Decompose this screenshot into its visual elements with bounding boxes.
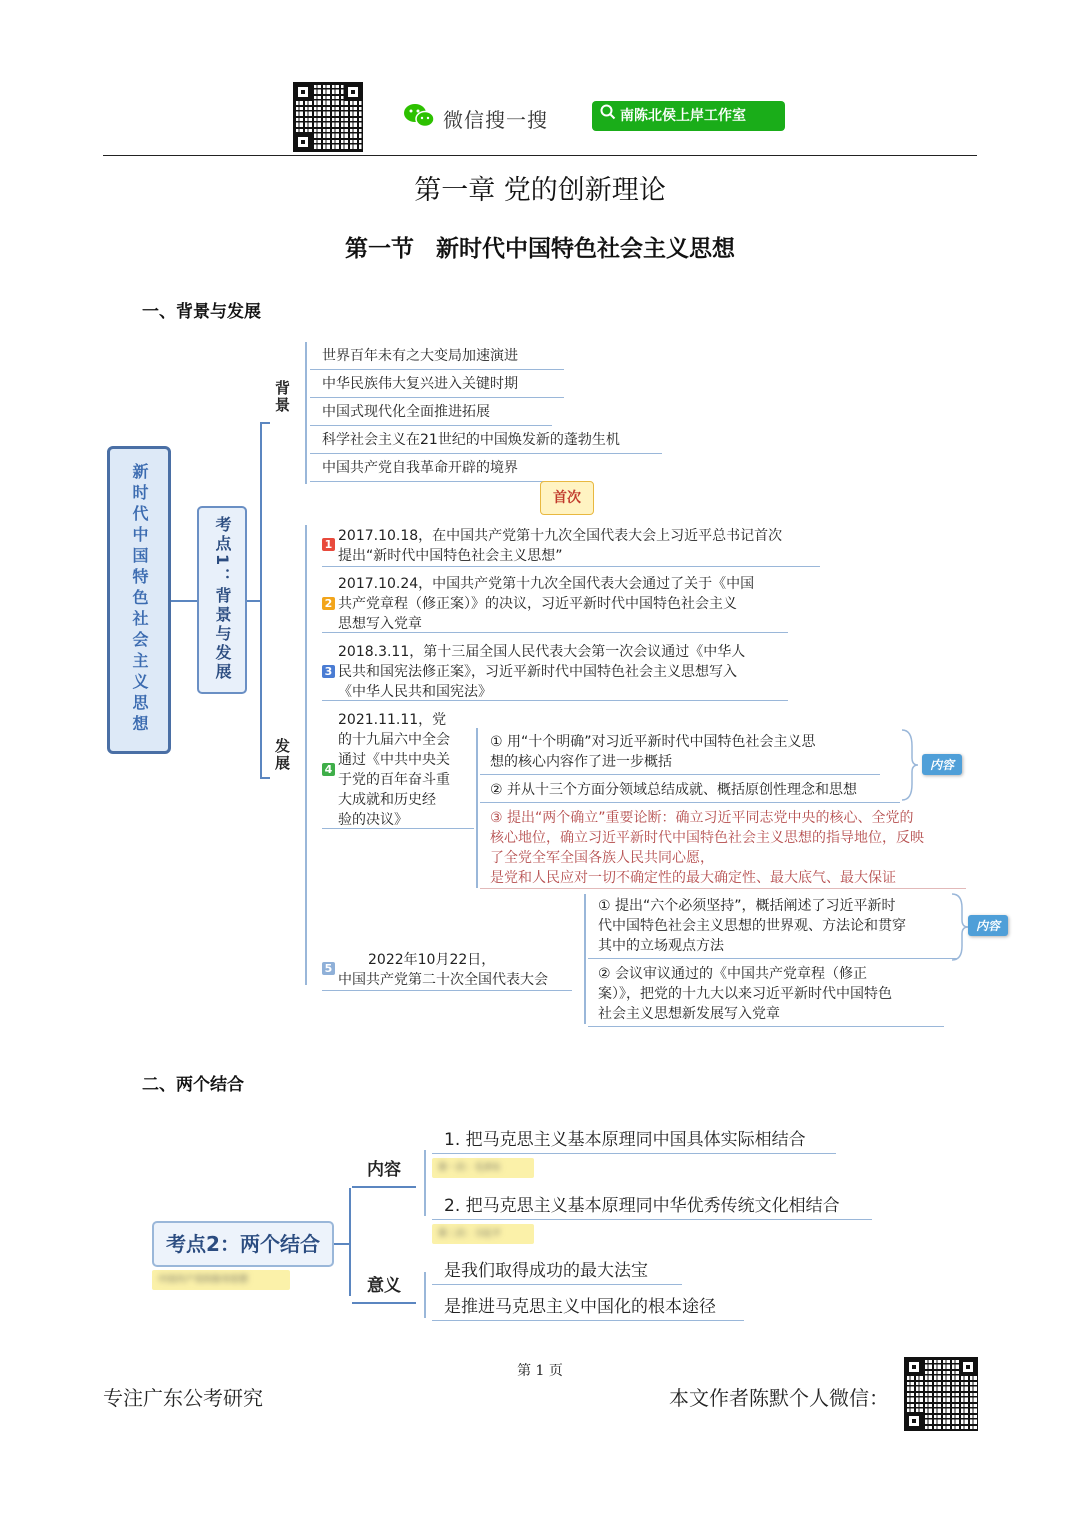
- search-label: 南陈北侯上岸工作室: [620, 108, 746, 124]
- mindmap-root-node: [107, 446, 171, 754]
- note-text: 第二次：习近平: [438, 1229, 502, 1239]
- kaodian2-label: 考点2：两个结合: [166, 1232, 320, 1256]
- item5-sub2: [588, 964, 944, 1027]
- connector: [260, 422, 262, 778]
- dev-item-3: [322, 642, 788, 701]
- connector: [247, 600, 261, 602]
- content-text: 2. 把马克思主义基本原理同中华优秀传统文化相结合: [444, 1196, 840, 1216]
- content-item-2: [432, 1191, 872, 1220]
- page-number: 第 1 页: [517, 1363, 563, 1379]
- dev-item-5: [322, 950, 572, 991]
- number-tag: 3: [322, 665, 335, 678]
- content-label: 内容: [367, 1160, 401, 1180]
- connector: [334, 1243, 350, 1245]
- dev-item-line: 于党的百年奋斗重: [338, 772, 450, 788]
- sub-line: 社会主义思想新发展写入党章: [598, 1006, 780, 1022]
- connector: [260, 777, 270, 779]
- meaning-item: [432, 1292, 744, 1321]
- sub-line: ① 提出“六个必须坚持”，概括阐述了习近平新时: [598, 898, 896, 914]
- section-title: [0, 230, 1080, 263]
- sub-line: 代中国特色社会主义思想的世界观、方法论和贯穿: [598, 918, 906, 934]
- meaning-branch: [352, 1274, 416, 1304]
- search-icon: [600, 101, 616, 131]
- brace-icon: [950, 892, 970, 962]
- number-tag: 1: [322, 538, 335, 551]
- sub-line: 其中的立场观点方法: [598, 938, 724, 954]
- dev-item-4: [322, 710, 474, 829]
- root-label: 新时代中国特色社会主义思想: [130, 463, 149, 736]
- meaning-text: 是推进马克思主义中国化的根本途径: [444, 1297, 716, 1317]
- connector: [171, 600, 198, 602]
- kaodian1-node: [197, 506, 247, 694]
- bg-item: 中华民族伟大复兴进入关键时期: [310, 373, 564, 398]
- sub-line: 案）》，把党的十九大以来习近平新时代中国特色: [598, 986, 892, 1002]
- dev-item-line: 2018.3.11，第十三届全国人民代表大会第一次会议通过《中华人: [338, 644, 746, 660]
- dev-item-line: 的十九届六中全会: [338, 732, 450, 748]
- connector: [349, 1188, 351, 1296]
- content-item-1: [432, 1125, 836, 1154]
- sub-line: ③ 提出“两个确立”重要论断：确立习近平同志党中央的核心、全党的: [490, 810, 914, 826]
- first-time-badge: [540, 481, 594, 515]
- first-time-label: 首次: [553, 490, 581, 506]
- sub-line: 了全党全军全国各族人民共同心愿，: [490, 850, 714, 866]
- content-badge: 内容: [968, 915, 1008, 936]
- section-prefix: 第一节: [344, 236, 414, 262]
- sub-line: 是党和人民应对一切不确定性的最大确定性、最大底气、最大保证: [490, 870, 896, 886]
- item4-sub1: [480, 732, 880, 775]
- sub-line: 核心地位，确立习近平新时代中国特色社会主义思想的指导地位，反映: [490, 830, 924, 846]
- background-label: 背景: [273, 380, 291, 414]
- dev-item-line: 共产党章程（修正案）》的决议，习近平新时代中国特色社会主义: [338, 596, 737, 612]
- dev-item-line: 通过《中共中央关: [338, 752, 450, 768]
- chapter-title: 第一章 党的创新理论: [414, 175, 666, 206]
- dev-item-line: 2021.11.11，党: [338, 712, 447, 728]
- content-text: 1. 把马克思主义基本原理同中国具体实际相结合: [444, 1130, 806, 1150]
- content-branch: [352, 1158, 416, 1188]
- dev-item-line: 提出“新时代中国特色社会主义思想”: [338, 548, 563, 564]
- dev-item-line: 中国共产党第二十次全国代表大会: [338, 972, 548, 988]
- dev-item-1: [322, 526, 820, 567]
- content-note: [432, 1158, 534, 1178]
- wechat-search-label: 微信搜一搜: [443, 108, 548, 132]
- sub-line: ① 用“十个明确”对习近平新时代中国特色社会主义思: [490, 734, 816, 750]
- content-note: [432, 1224, 534, 1244]
- sub-line: ② 并从十三个方面分领域总结成就、概括原创性理念和思想: [490, 782, 857, 798]
- wechat-search-button[interactable]: [592, 101, 785, 131]
- header-rule: [103, 155, 977, 156]
- kaodian1-label: 考点1：背景与发展: [213, 516, 232, 683]
- footer-right: 本文作者陈默个人微信：: [669, 1386, 889, 1410]
- sub-line: 想的核心内容作了进一步概括: [490, 754, 672, 770]
- bg-item: 世界百年未有之大变局加速演进: [310, 345, 564, 370]
- note-text: 中国共产党的指导思想: [158, 1275, 249, 1285]
- item5-sub1: [588, 896, 958, 959]
- wechat-icon: [403, 103, 435, 129]
- dev-item-line: 2017.10.24，中国共产党第十九次全国代表大会通过了关于《中国: [338, 576, 755, 592]
- connector: [260, 422, 270, 424]
- item4-sub3: [480, 808, 966, 889]
- note-text: 第一次：毛泽东: [438, 1163, 502, 1173]
- dev-item-line: 验的决议》: [338, 812, 408, 828]
- sub-line: ② 会议审议通过的《中国共产党章程（修正: [598, 966, 867, 982]
- item4-sub2: [480, 780, 900, 803]
- dev-item-line: 民共和国宪法修正案》，习近平新时代中国特色社会主义思想写入: [338, 664, 737, 680]
- brace-icon: [900, 728, 920, 802]
- section-rest: 新时代中国特色社会主义思想: [436, 236, 735, 262]
- dev-item-line: 《中华人民共和国宪法》: [338, 684, 492, 700]
- dev-item-line: 2022年10月22日，: [368, 952, 496, 968]
- connector: [584, 894, 586, 1024]
- kaodian2-note: [152, 1270, 290, 1290]
- number-tag: 5: [322, 962, 335, 975]
- qr-code-top: [293, 82, 363, 152]
- meaning-label: 意义: [367, 1276, 401, 1296]
- part2-heading: 二、两个结合: [142, 1075, 244, 1095]
- meaning-text: 是我们取得成功的最大法宝: [444, 1261, 648, 1281]
- content-badge: 内容: [922, 754, 962, 775]
- number-tag: 4: [322, 763, 335, 776]
- dev-item-line: 大成就和历史经: [338, 792, 436, 808]
- development-label: 发展: [273, 738, 291, 772]
- connector: [424, 1272, 426, 1318]
- qr-code-bottom: [904, 1357, 978, 1431]
- dev-item-2: [322, 574, 788, 633]
- connector: [305, 525, 307, 985]
- dev-item-line: 思想写入党章: [338, 616, 422, 632]
- number-tag: 2: [322, 597, 335, 610]
- footer-left: 专注广东公考研究: [103, 1386, 263, 1410]
- connector: [305, 342, 307, 484]
- dev-item-line: 2017.10.18，在中国共产党第十九次全国代表大会上习近平总书记首次: [338, 528, 783, 544]
- connector: [424, 1150, 426, 1216]
- bg-item: 中国式现代化全面推进拓展: [310, 401, 552, 426]
- kaodian2-node: [152, 1221, 334, 1267]
- bg-item: 科学社会主义在21世纪的中国焕发新的蓬勃生机: [310, 429, 662, 454]
- part1-heading: 一、背景与发展: [142, 302, 261, 322]
- bg-item: 中国共产党自我革命开辟的境界: [310, 457, 564, 482]
- connector: [476, 728, 478, 888]
- meaning-item: [432, 1256, 682, 1285]
